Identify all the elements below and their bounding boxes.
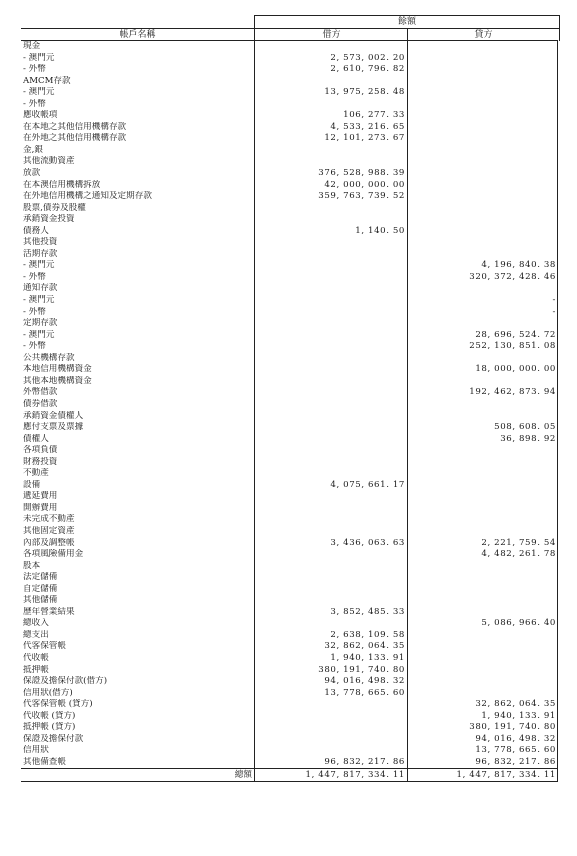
account-name-cell: 信用狀 xyxy=(23,745,49,756)
account-name-cell: 其他流動資產 xyxy=(23,156,75,167)
table-row xyxy=(21,214,558,226)
table-row xyxy=(21,307,558,319)
table-row xyxy=(21,514,558,526)
total-debit: 1, 447, 817, 334. 11 xyxy=(305,770,405,781)
table-row xyxy=(21,76,558,88)
account-name-cell: 應付支票及票據 xyxy=(23,422,84,433)
account-name-cell: 代客保管帳 xyxy=(23,641,66,652)
table-row xyxy=(21,549,558,561)
account-name-cell: 現金 xyxy=(23,41,41,51)
account-name-cell: 遞延費用 xyxy=(23,491,58,502)
total-credit: 1, 447, 817, 334. 11 xyxy=(456,770,556,781)
table-row xyxy=(21,145,558,157)
debit-cell: 3, 436, 063. 63 xyxy=(330,537,405,548)
credit-cell: 252, 130, 851. 08 xyxy=(469,341,556,352)
table-row xyxy=(21,376,558,388)
table-row xyxy=(21,653,558,665)
table-row xyxy=(21,572,558,584)
debit-cell: 12, 101, 273. 67 xyxy=(324,133,405,144)
debit-cell: 376, 528, 988. 39 xyxy=(318,168,405,179)
account-name-cell: 本地信用機構資金 xyxy=(23,364,92,375)
account-name-cell: 定期存款 xyxy=(23,318,58,329)
table-row xyxy=(21,122,558,134)
account-name-cell: 歷年營業結果 xyxy=(23,606,75,617)
credit-cell: 320, 372, 428. 46 xyxy=(469,271,556,282)
table-row xyxy=(21,318,558,330)
account-name-cell: - 澳門元 xyxy=(23,260,55,271)
table-row xyxy=(21,133,558,145)
account-name-cell: 通知存款 xyxy=(23,283,58,294)
table-row xyxy=(21,607,558,619)
account-name-cell: 在本地之其他信用機構存款 xyxy=(23,121,127,132)
credit-header: 貸方 xyxy=(407,28,560,41)
account-name-cell: 債券借款 xyxy=(23,398,58,409)
account-name-cell: - 外幣 xyxy=(23,271,46,282)
table-row xyxy=(21,711,558,723)
total-label: 總額 xyxy=(234,770,252,781)
account-name-cell: 抵押帳 xyxy=(23,664,49,675)
credit-cell: 32, 862, 064. 35 xyxy=(475,699,556,710)
table-row xyxy=(21,283,558,295)
account-name-cell: 代收帳 (貸方) xyxy=(23,710,76,721)
table-row xyxy=(21,434,558,446)
credit-cell: 18, 000, 000. 00 xyxy=(475,364,556,375)
debit-cell: 2, 638, 109. 58 xyxy=(330,629,405,640)
table-row xyxy=(21,722,558,734)
account-name-cell: 信用狀(借方) xyxy=(23,687,73,698)
account-name-cell: - 澳門元 xyxy=(23,87,55,98)
account-name-cell: 自定儲備 xyxy=(23,583,58,594)
account-name-cell: 在外地之其他信用機構存款 xyxy=(23,133,127,144)
credit-cell: 508, 608. 05 xyxy=(494,422,556,433)
table-row xyxy=(21,584,558,596)
account-name-cell: 代客保管帳 (貸方) xyxy=(23,699,93,710)
account-name-cell: 總收入 xyxy=(23,618,49,629)
credit-cell: 36, 898. 92 xyxy=(500,433,556,444)
account-name-cell: 各項負債 xyxy=(23,445,58,456)
table-row xyxy=(21,491,558,503)
debit-cell: 3, 852, 485. 33 xyxy=(330,606,405,617)
account-name-cell: 其他備查帳 xyxy=(23,756,66,767)
debit-cell: 380, 191, 740. 80 xyxy=(318,664,405,675)
debit-cell: 1, 940, 133. 91 xyxy=(330,652,405,663)
table-row xyxy=(21,41,558,53)
debit-cell: 13, 778, 665. 60 xyxy=(324,687,405,698)
account-name-cell: 不動產 xyxy=(23,468,49,479)
account-name-cell: 開辦費用 xyxy=(23,502,58,513)
account-name-cell: 其他固定資產 xyxy=(23,525,75,536)
table-row xyxy=(21,341,558,353)
account-name-cell: - 外幣 xyxy=(23,341,46,352)
table-row xyxy=(21,249,558,261)
table-row xyxy=(21,168,558,180)
account-name-cell: - 外幣 xyxy=(23,64,46,75)
header-row-top xyxy=(21,15,558,28)
table-row xyxy=(21,676,558,688)
account-name-cell: 其他儲備 xyxy=(23,595,58,606)
account-name-cell: 股本 xyxy=(23,560,41,571)
account-name-cell: 內部及調整帳 xyxy=(23,537,75,548)
account-name-cell: 抵押帳 (貸方) xyxy=(23,722,76,733)
debit-cell: 42, 000, 000. 00 xyxy=(324,179,405,190)
account-name-cell: - 外幣 xyxy=(23,98,46,109)
account-name-cell: 承銷資金債權人 xyxy=(23,410,84,421)
credit-cell: 192, 462, 873. 94 xyxy=(469,387,556,398)
table-row xyxy=(21,387,558,399)
credit-cell: 1, 940, 133. 91 xyxy=(481,710,556,721)
account-name-cell: 各項風險備用金 xyxy=(23,549,84,560)
debit-cell: 2, 573, 002. 20 xyxy=(330,52,405,63)
table-row xyxy=(21,745,558,757)
credit-cell: 2, 221, 759. 54 xyxy=(481,537,556,548)
credit-cell: - xyxy=(552,295,556,306)
table-body xyxy=(21,41,558,768)
debit-cell: 359, 763, 739. 52 xyxy=(318,191,405,202)
debit-cell: 4, 075, 661. 17 xyxy=(330,479,405,490)
credit-cell: 4, 196, 840. 38 xyxy=(481,260,556,271)
account-name-cell: 財務投資 xyxy=(23,456,58,467)
table-row xyxy=(21,526,558,538)
table-row xyxy=(21,422,558,434)
table-row xyxy=(21,399,558,411)
credit-cell: 94, 016, 498. 32 xyxy=(475,733,556,744)
table-row xyxy=(21,734,558,746)
account-name-cell: 其他投資 xyxy=(23,237,58,248)
account-name-cell: 應收帳項 xyxy=(23,110,58,121)
table-row xyxy=(21,411,558,423)
debit-cell: 4, 533, 216. 65 xyxy=(330,121,405,132)
table-row xyxy=(21,64,558,76)
debit-header: 借方 xyxy=(254,28,408,41)
table-row xyxy=(21,237,558,249)
table-row xyxy=(21,364,558,376)
table-row xyxy=(21,595,558,607)
table-row xyxy=(21,180,558,192)
table-row xyxy=(21,191,558,203)
table-row xyxy=(21,445,558,457)
table-row xyxy=(21,295,558,307)
account-name-cell: - 澳門元 xyxy=(23,295,55,306)
account-name-cell: 活期存款 xyxy=(23,248,58,259)
table-row xyxy=(21,641,558,653)
account-name-header: 帳戶名稱 xyxy=(21,28,254,41)
debit-cell: 96, 832, 217. 86 xyxy=(324,756,405,767)
table-row xyxy=(21,538,558,550)
table-row xyxy=(21,480,558,492)
account-name-cell: 公共機構存款 xyxy=(23,352,75,363)
balance-header: 餘額 xyxy=(254,15,560,28)
account-name-cell: AMCM存款 xyxy=(23,75,71,86)
debit-cell: 32, 862, 064. 35 xyxy=(324,641,405,652)
table-row xyxy=(21,618,558,630)
trial-balance-table xyxy=(21,15,558,782)
account-name-cell: 放款 xyxy=(23,168,41,179)
table-row xyxy=(21,468,558,480)
credit-cell: 5, 086, 966. 40 xyxy=(481,618,556,629)
account-name-cell: 債務人 xyxy=(23,225,49,236)
debit-cell: 13, 975, 258. 48 xyxy=(324,87,405,98)
account-name-cell: 總支出 xyxy=(23,629,49,640)
table-row xyxy=(21,503,558,515)
account-name-cell: 承銷資金投資 xyxy=(23,214,75,225)
account-name-cell: - 澳門元 xyxy=(23,329,55,340)
account-name-cell: 其他本地機構資金 xyxy=(23,375,92,386)
table-row xyxy=(21,630,558,642)
table-row xyxy=(21,353,558,365)
table-row xyxy=(21,53,558,65)
account-name-cell: 在本澳信用機構拆放 xyxy=(23,179,101,190)
account-name-cell: 代收帳 xyxy=(23,652,49,663)
table-row xyxy=(21,272,558,284)
account-name-cell: - 澳門元 xyxy=(23,52,55,63)
table-row xyxy=(21,457,558,469)
table-row xyxy=(21,688,558,700)
account-name-cell: 保證及擔保付款 xyxy=(23,733,84,744)
credit-cell: 4, 482, 261. 78 xyxy=(481,549,556,560)
debit-cell: 1, 140. 50 xyxy=(355,225,405,236)
table-row xyxy=(21,156,558,168)
credit-cell: 380, 191, 740. 80 xyxy=(469,722,556,733)
credit-cell: 28, 696, 524. 72 xyxy=(475,329,556,340)
account-name-cell: 未完成不動產 xyxy=(23,514,75,525)
account-name-cell: 設備 xyxy=(23,479,41,490)
debit-cell: 106, 277. 33 xyxy=(343,110,405,121)
account-name-cell: 在外地信用機構之通知及定期存款 xyxy=(23,191,152,202)
credit-cell: 13, 778, 665. 60 xyxy=(475,745,556,756)
account-name-cell: 保證及擔保付款(借方) xyxy=(23,676,108,687)
account-name-cell: - 外幣 xyxy=(23,306,46,317)
debit-cell: 2, 610, 796. 82 xyxy=(330,64,405,75)
table-row xyxy=(21,260,558,272)
table-row xyxy=(21,87,558,99)
account-name-cell: 債權人 xyxy=(23,433,49,444)
credit-cell: - xyxy=(552,306,556,317)
table-row xyxy=(21,203,558,215)
table-row xyxy=(21,330,558,342)
account-name-cell: 股票,債券及股權 xyxy=(23,202,86,213)
total-row xyxy=(21,768,558,782)
table-row xyxy=(21,110,558,122)
header-row xyxy=(21,28,558,41)
table-row xyxy=(21,757,558,769)
credit-cell: 96, 832, 217. 86 xyxy=(475,756,556,767)
table-row xyxy=(21,561,558,573)
table-row xyxy=(21,226,558,238)
table-row xyxy=(21,665,558,677)
table-row xyxy=(21,699,558,711)
debit-cell: 94, 016, 498. 32 xyxy=(324,676,405,687)
account-name-cell: 外幣借款 xyxy=(23,387,58,398)
account-name-cell: 法定儲備 xyxy=(23,572,58,583)
account-name-cell: 金,銀 xyxy=(23,144,43,155)
table-row xyxy=(21,99,558,111)
